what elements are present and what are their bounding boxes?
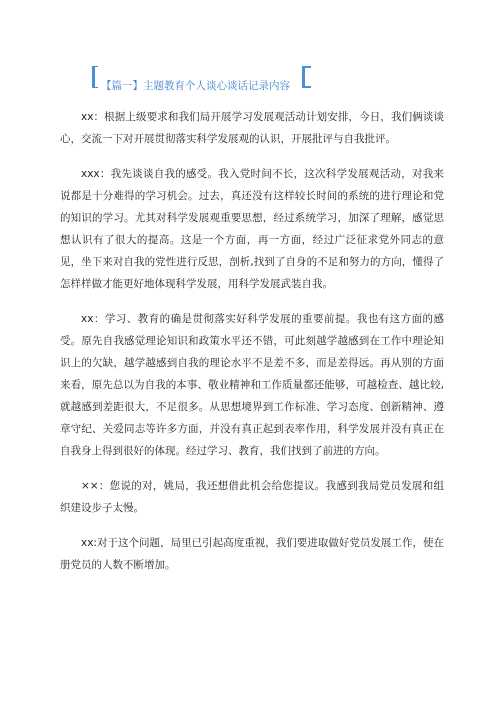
section-heading — [92, 66, 322, 90]
paragraph-5: xx:对于这个问题，局里已引起高度重视，我们要进取做好党员发展工作，使在册党员的人数不断增加。 — [60, 537, 444, 571]
paragraph-4: ××：您说的对，姚局，我还想借此机会给您提议。我感到我局党员发展和组织建设步子太慢。 — [60, 480, 444, 514]
paragraph-3: xx：学习、教育的确是贯彻落实好科学发展的重要前提。我也有这方面的感受。原先自我感觉理论知识和政策水平还不错，可此刻越学越感到在工作中理论知识上的欠缺，越学越感到自我的理论水平不是差不多，而是差得远。再从别的方面来看，原先总以为自我的本事、敬业精神和工作质量都还能够，可越检查、越比较,就越感到差距很大，不足很多。从思想境界到工作标准、学习态度、创新精神、遵章守纪、关爱同志等许多方面，并没有真正起到表率作用，科学发展并没有真正在自我身上得到很好的体现。经过学习、教育，我们找到了前进的方向。 — [60, 313, 444, 457]
paragraph-1: xx：根据上级要求和我们局开展学习发展观活动计划安排，今日，我们俩谈谈心，交流一下对开展贯彻落实科学发展观的认识，开展批评与自我批评。 — [60, 111, 444, 145]
document-body — [60, 106, 444, 589]
heading-bracket-right-icon — [302, 66, 311, 88]
paragraph-2: xxx：我先谈谈自我的感受。我入党时间不长，这次科学发展观活动，对我来说都是十分难得的学习机会。过去，真还没有这样较长时间的系统的进行理论和党的知识的学习。尤其对科学发展观重要思想，经过系统学习，加深了理解，感觉思想认识有了很大的提高。这是一个方面，再一方面，经过广泛征求党外同志的意见，坐下来对自我的党性进行反思，剖析,找到了自身的不足和努力的方向，懂得了怎样样做才能更好地体现科学发展，用科学发展武装自我。 — [60, 168, 444, 290]
heading-text: 【篇一】主题教育个人谈心谈话记录内容 — [101, 80, 290, 92]
heading-bracket-left-icon — [92, 66, 98, 88]
